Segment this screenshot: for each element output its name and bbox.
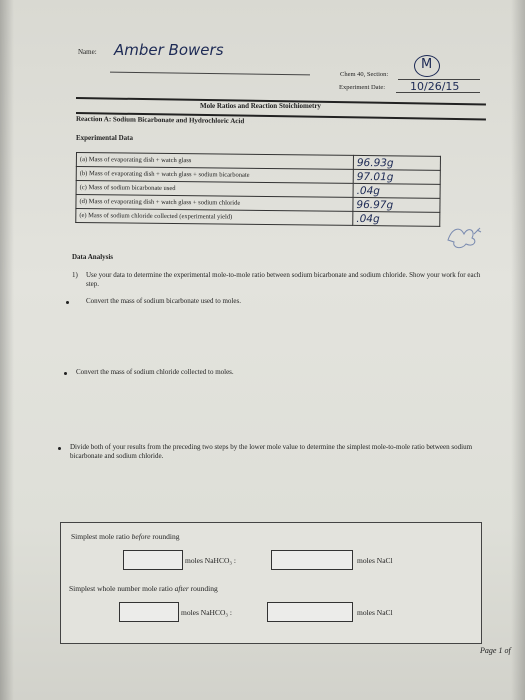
student-name: Amber Bowers [114, 41, 224, 59]
question-number: 1) [72, 271, 78, 279]
ratio-before-suffix: rounding [150, 532, 180, 541]
row-label: (c) Mass of sodium bicarbonate used [76, 181, 353, 198]
row-label: (d) Mass of evaporating dish + watch glass + sodium chloride [76, 195, 353, 212]
row-value: .04g [353, 211, 440, 226]
section-value: M [421, 57, 433, 72]
row-label: (b) Mass of evaporating dish + watch glass + sodium bicarbonate [76, 167, 353, 184]
question-1-text: Use your data to determine the experimental mole-to-mole ratio between sodium bicarbonate and sodium chloride. Show your work for each step. [86, 271, 481, 288]
ratio-after-prefix: Simplest whole number mole ratio [69, 584, 175, 593]
nacl-unit-label: moles NaCl [357, 556, 393, 565]
bullet-divide-results: Divide both of your results from the preceding two steps by the lower mole value to determine the simplest mole-to-mole ratio between sodium bicarbonate and sodium chloride. [70, 443, 473, 460]
row-value: 96.93g [353, 155, 440, 170]
bullet-dot [58, 447, 61, 450]
bullet-dot [66, 301, 69, 304]
nahco3-before-input[interactable] [123, 550, 183, 570]
experimental-data-heading: Experimental Data [76, 134, 133, 142]
nacl-before-input[interactable] [271, 550, 353, 570]
ratio-before-label [71, 532, 179, 541]
row-value: 97.01g [353, 169, 440, 184]
ratio-before-prefix: Simplest mole ratio [71, 532, 132, 541]
margin-doodle [444, 222, 484, 252]
reaction-heading: Reaction A: Sodium Bicarbonate and Hydrochloric Acid [75, 114, 245, 126]
data-analysis-heading: Data Analysis [72, 253, 114, 261]
nacl-unit-label: moles NaCl [357, 608, 393, 617]
course-label: Chem 40, Section: [340, 71, 389, 78]
ratio-after-label [69, 584, 218, 593]
page-shadow-right [511, 0, 525, 700]
name-line [110, 72, 310, 76]
bullet-dot [64, 372, 67, 375]
experiment-date: 10/26/15 [410, 80, 460, 93]
bullet-convert-nacl: Convert the mass of sodium chloride collected to moles. [76, 368, 234, 376]
ratio-after-emphasis: after [174, 584, 189, 593]
experimental-data-table [75, 152, 441, 227]
mole-ratio-box [60, 522, 482, 644]
worksheet-title: Mole Ratios and Reaction Stoichiometry [200, 102, 321, 110]
nahco3-unit-label: moles NaHCO₃ : [185, 556, 236, 565]
name-label: Name: [78, 48, 97, 56]
row-label: (e) Mass of sodium chloride collected (experimental yield) [76, 209, 353, 226]
page-number: Page 1 of [480, 646, 511, 655]
row-value: 96.97g [353, 197, 440, 212]
page-shadow-left [0, 0, 14, 700]
date-label: Experiment Date: [339, 84, 386, 91]
ratio-before-emphasis: before [131, 532, 151, 541]
row-value: .04g [353, 183, 440, 198]
row-label: (a) Mass of evaporating dish + watch glass [76, 153, 353, 170]
bullet-convert-nahco3: Convert the mass of sodium bicarbonate used to moles. [86, 297, 241, 305]
nahco3-unit-label: moles NaHCO₃ : [181, 608, 232, 617]
table-row [76, 209, 440, 227]
nacl-after-input[interactable] [267, 602, 353, 622]
ratio-after-suffix: rounding [188, 584, 218, 593]
nahco3-after-input[interactable] [119, 602, 179, 622]
